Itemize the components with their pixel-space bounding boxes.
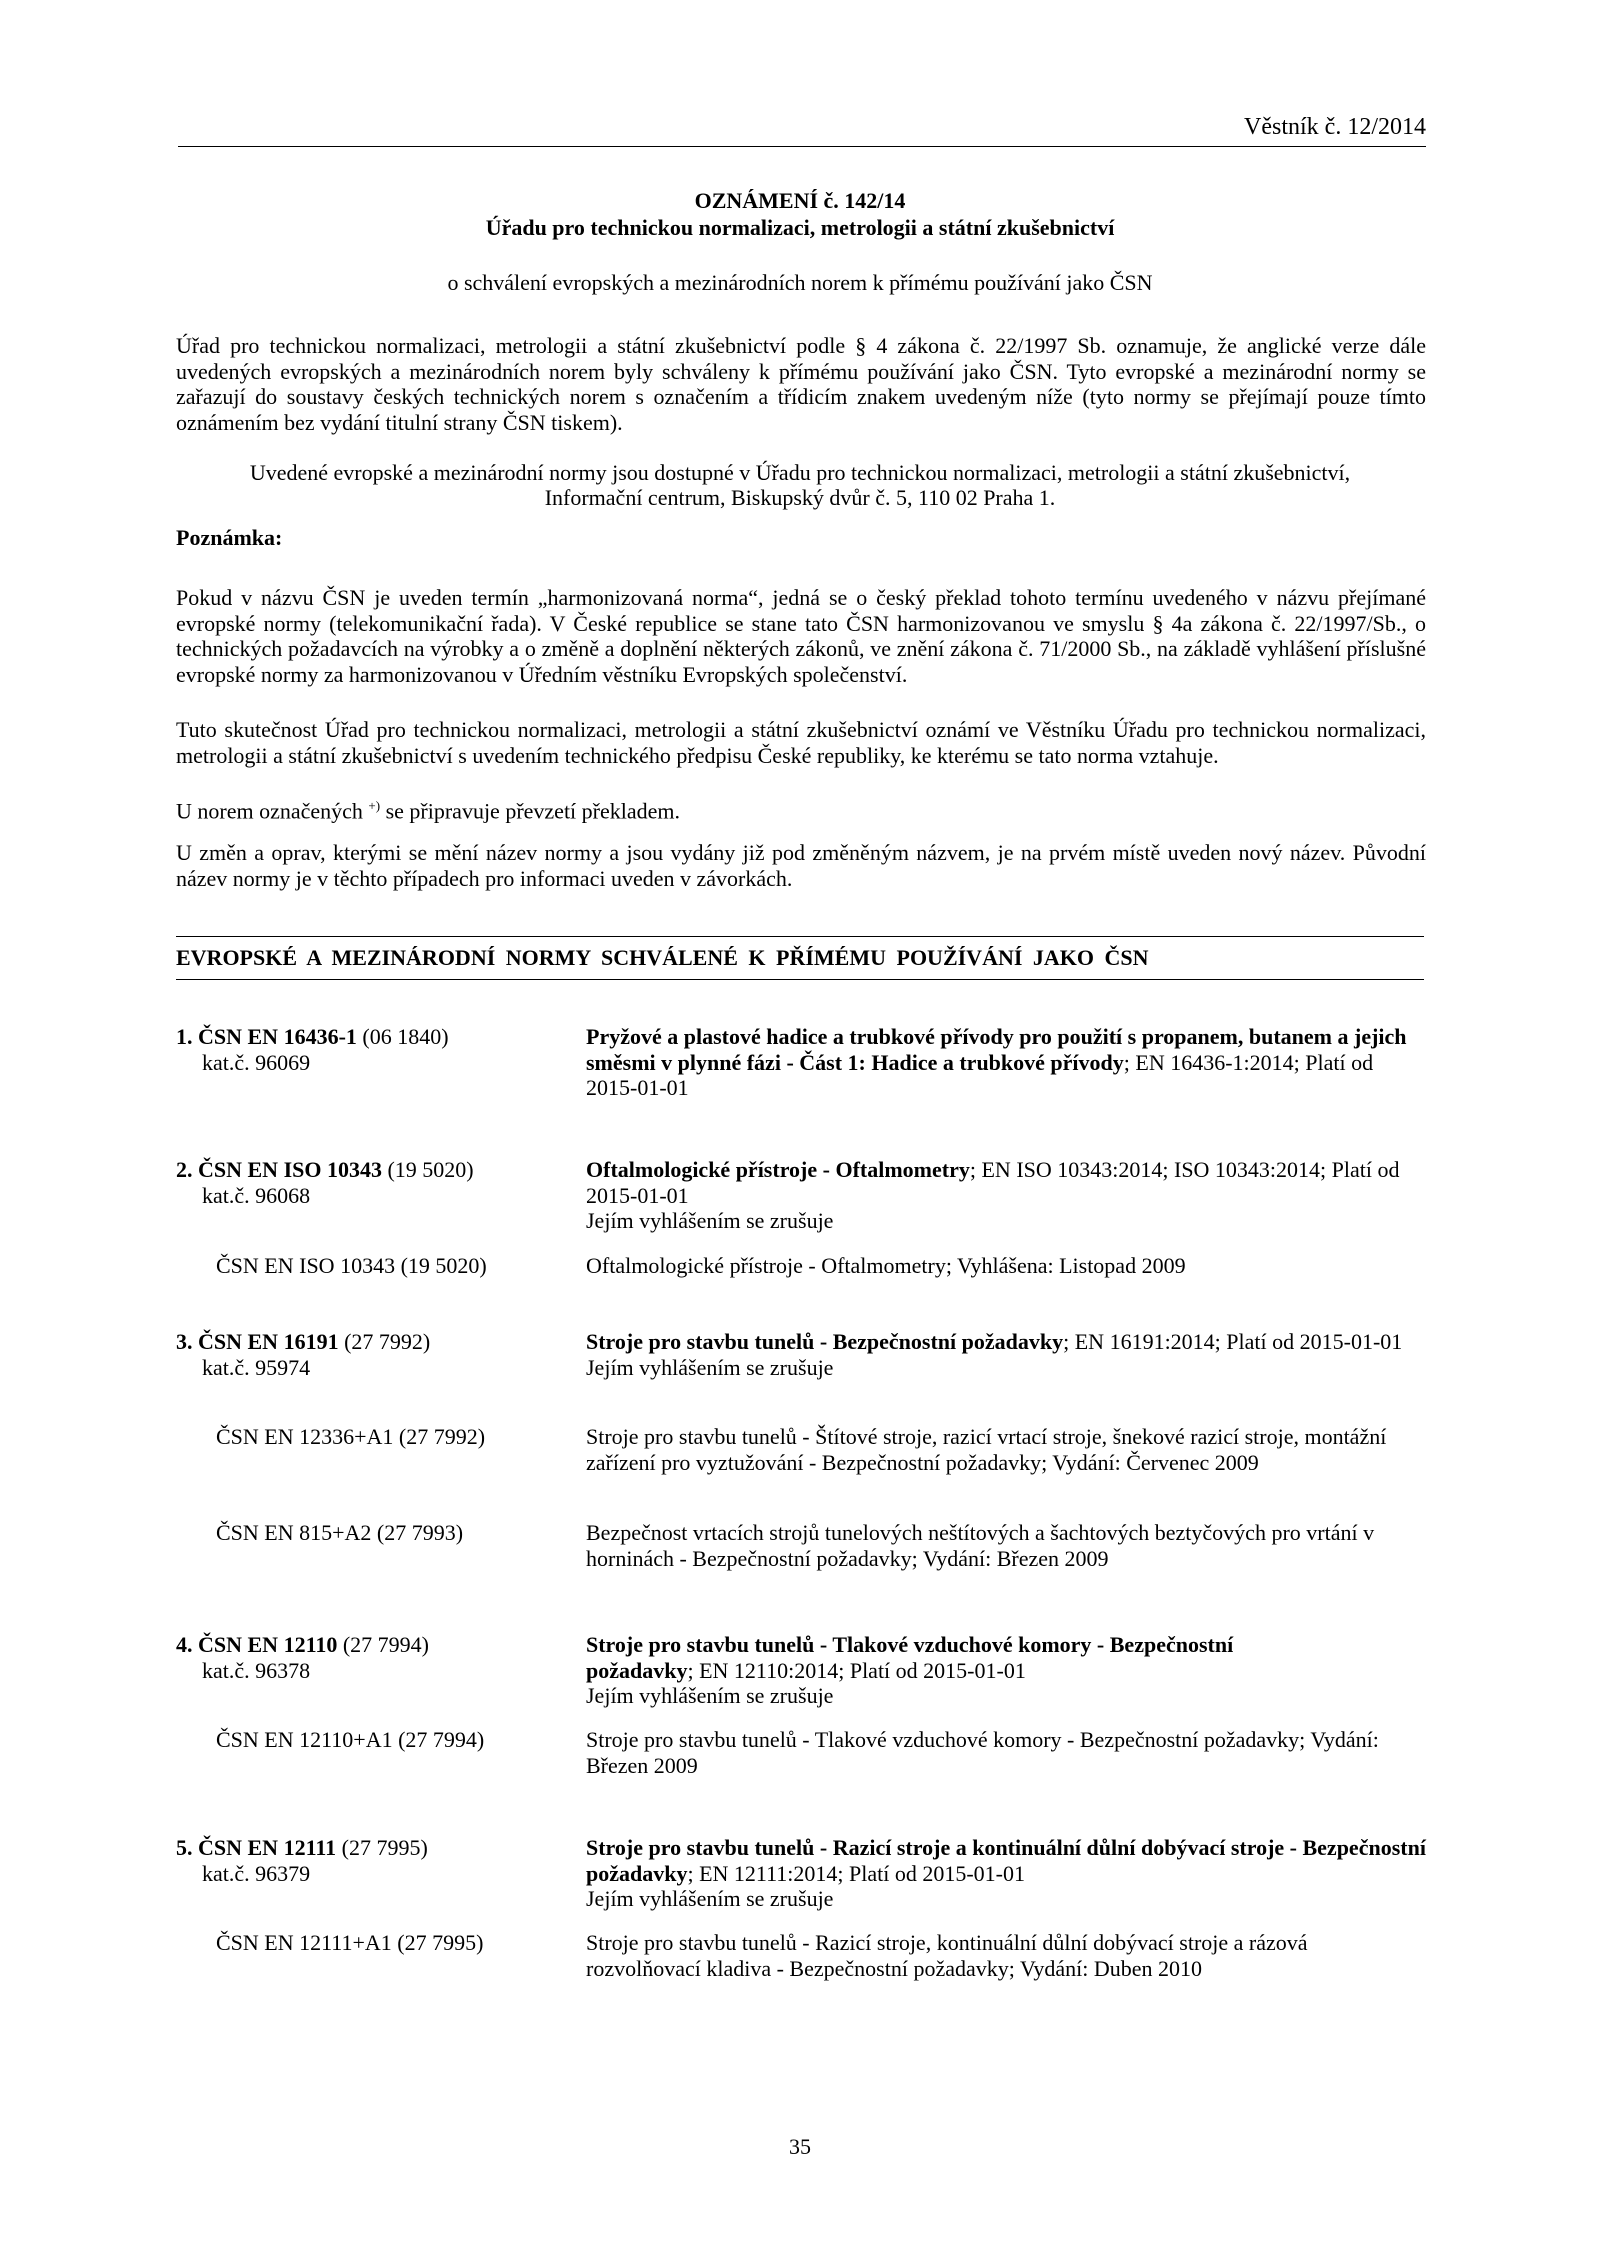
replaced-norm-text: Stroje pro stavbu tunelů - Tlakové vzduchové komory - Bezpečnostní požadavky; Vydání: Březen 2009: [586, 1727, 1379, 1778]
norm-designation: [176, 1329, 556, 1380]
norm-title-rest: ; EN 12110:2014; Platí od 2015-01-01: [687, 1657, 1026, 1683]
catalog-number: kat.č. 96379: [202, 1860, 311, 1886]
norm-title-bold: Stroje pro stavbu tunelů - Razicí stroje a kontinuální důlní dobývací stroje - Bezpečnostní požadavky: [586, 1835, 1426, 1886]
announcement-subtitle: Úřadu pro technickou normalizaci, metrologii a státní zkušebnictví: [485, 215, 1115, 240]
replaced-norm-code: ČSN EN 12336+A1 (27 7992): [216, 1424, 486, 1449]
running-header: [178, 112, 1426, 147]
norm-title-bold: Oftalmologické přístroje - Oftalmometry: [586, 1157, 970, 1182]
cancel-note: Jejím vyhlášením se zrušuje: [586, 1354, 834, 1380]
norm-title-bold: Pryžové a plastové hadice a trubkové přívody pro použití s propanem, butanem a jejich směsmi v plynné fázi - Část 1: Hadice a trubkové přívody: [586, 1024, 1407, 1075]
translation-note: [176, 793, 1426, 824]
entry-number: 3.: [176, 1329, 193, 1354]
classification: (27 7992): [344, 1329, 431, 1354]
norm-title-rest: ; EN ISO 10343:2014; ISO 10343:2014; Platí od 2015-01-01: [586, 1157, 1400, 1208]
translation-mark: +): [368, 798, 381, 813]
entry-number: 1.: [176, 1024, 193, 1049]
norm-title-rest: ; EN 12111:2014; Platí od 2015-01-01: [687, 1860, 1026, 1886]
translation-note-before: U norem označených: [176, 798, 369, 824]
norm-title: [586, 1157, 1426, 1234]
catalog-number: kat.č. 96069: [202, 1049, 311, 1075]
cancel-note: Jejím vyhlášením se zrušuje: [586, 1886, 834, 1911]
cancel-note: Jejím vyhlášením se zrušuje: [586, 1683, 834, 1708]
translation-note-after: se připravuje převzetí překladem.: [380, 798, 681, 824]
classification: (27 7995): [341, 1835, 428, 1860]
note-paragraph-1: Pokud v názvu ČSN je uveden termín „harmonizovaná norma“, jedná se o český překlad tohoto termínu uvedeného v názvu přejímané evropské normy (telekomunikační řada). V České republice se stane tato ČSN harmonizovanou ve smyslu § 4a zákona č. 22/1997/Sb., o technických požadavcích na výrobky a o změně a doplnění některých zákonů, ve znění zákona č. 71/2000 Sb., na základě vyhlášení příslušné evropské normy za harmonizovanou v Úředním věstníku Evropských společenství.: [176, 585, 1426, 687]
availability-line-1: Uvedené evropské a mezinárodní normy jsou dostupné v Úřadu pro technickou normalizaci, metrologii a státní zkušebnictví,: [249, 460, 1351, 485]
norm-designation: [176, 1024, 556, 1075]
section-heading: EVROPSKÉ A MEZINÁRODNÍ NORMY SCHVÁLENÉ K PŘÍMÉMU POUŽÍVÁNÍ JAKO ČSN: [176, 936, 1424, 980]
norm-title: [586, 1632, 1346, 1709]
replaced-norm-text: Stroje pro stavbu tunelů - Štítové stroje, razicí vrtací stroje, šnekové razicí stroje, montážní zařízení pro vyztužování - Bezpečnostní požadavky; Vydání: Červenec 2009: [586, 1424, 1387, 1475]
norm-title: [586, 1329, 1426, 1380]
norm-designation: [176, 1157, 556, 1208]
replaced-norm-code: ČSN EN 12111+A1 (27 7995): [216, 1930, 484, 1955]
rename-paragraph: U změn a oprav, kterými se mění název normy a jsou vydány již pod změněným názvem, je na prvém místě uveden nový název. Původní název normy je v těchto případech pro informaci uveden v závorkách.: [176, 840, 1426, 891]
cancel-note: Jejím vyhlášením se zrušuje: [586, 1208, 834, 1233]
norm-title-rest: ; EN 16191:2014; Platí od 2015-01-01: [1063, 1329, 1403, 1354]
catalog-number: kat.č. 96068: [202, 1182, 311, 1208]
catalog-number: kat.č. 95974: [202, 1354, 311, 1380]
journal-issue: Věstník č. 12/2014: [1244, 114, 1426, 140]
availability-line-2: Informační centrum, Biskupský dvůr č. 5, 110 02 Praha 1.: [544, 485, 1056, 510]
norm-title: [586, 1024, 1426, 1101]
replaced-norm-code: ČSN EN 12110+A1 (27 7994): [216, 1727, 485, 1752]
norm-title: [586, 1835, 1426, 1912]
norm-title-bold: Stroje pro stavbu tunelů - Bezpečnostní požadavky: [586, 1329, 1064, 1354]
classification: (06 1840): [362, 1024, 449, 1049]
note-paragraph-2: Tuto skutečnost Úřad pro technickou normalizaci, metrologii a státní zkušebnictví oznámí ve Věstníku Úřadu pro technickou normalizaci, metrologii a státní zkušebnictví s uvedením technického předpisu České republiky, ke kterému se tato norma vztahuje.: [176, 717, 1426, 768]
norm-code: ČSN EN 12110: [198, 1632, 338, 1657]
norm-code: ČSN EN 16191: [198, 1329, 339, 1354]
page-number: 35: [789, 2134, 811, 2159]
intro-paragraph: Úřad pro technickou normalizaci, metrologii a státní zkušebnictví podle § 4 zákona č. 22/1997 Sb. oznamuje, že anglické verze dále uvedených evropských a mezinárodních norem byly schváleny k přímému používání jako ČSN. Tyto evropské a mezinárodní normy se zařazují do soustavy českých technických norem s označením a třídicím znakem uvedeným níže (tyto normy se přejímají pouze tímto oznámením bez vydání titulní strany ČSN tiskem).: [176, 333, 1426, 435]
announcement-title: OZNÁMENÍ č. 142/14: [694, 188, 906, 213]
entry-number: 4.: [176, 1632, 193, 1657]
announcement-subject: o schválení evropských a mezinárodních norem k přímému používání jako ČSN: [447, 270, 1153, 295]
replaced-norm-text: Oftalmologické přístroje - Oftalmometry; Vyhlášena: Listopad 2009: [586, 1253, 1186, 1278]
norm-designation: [176, 1632, 556, 1683]
catalog-number: kat.č. 96378: [202, 1657, 311, 1683]
replaced-norm-text: Bezpečnost vrtacích strojů tunelových neštítových a šachtových beztyčových pro vrtání v horninách - Bezpečnostní požadavky; Vydání: Březen 2009: [586, 1520, 1375, 1571]
norm-code: ČSN EN 12111: [198, 1835, 337, 1860]
entry-number: 5.: [176, 1835, 193, 1860]
norm-code: ČSN EN 16436-1: [198, 1024, 357, 1049]
replaced-norm-text: Stroje pro stavbu tunelů - Razicí stroje, kontinuální důlní dobývací stroje a rázová rozvolňovací kladiva - Bezpečnostní požadavky; Vydání: Duben 2010: [586, 1930, 1308, 1981]
replaced-norm-code: ČSN EN ISO 10343 (19 5020): [216, 1253, 487, 1278]
note-label: Poznámka:: [176, 525, 283, 550]
entry-number: 2.: [176, 1157, 193, 1182]
classification: (19 5020): [387, 1157, 474, 1182]
norm-title-bold: Stroje pro stavbu tunelů - Tlakové vzduchové komory - Bezpečnostní požadavky: [586, 1632, 1234, 1683]
norm-designation: [176, 1835, 556, 1886]
replaced-norm-code: ČSN EN 815+A2 (27 7993): [216, 1520, 464, 1545]
classification: (27 7994): [342, 1632, 430, 1657]
norm-code: ČSN EN ISO 10343: [198, 1157, 382, 1182]
norm-title-rest: ; EN 16436-1:2014; Platí od 2015-01-01: [586, 1049, 1374, 1100]
